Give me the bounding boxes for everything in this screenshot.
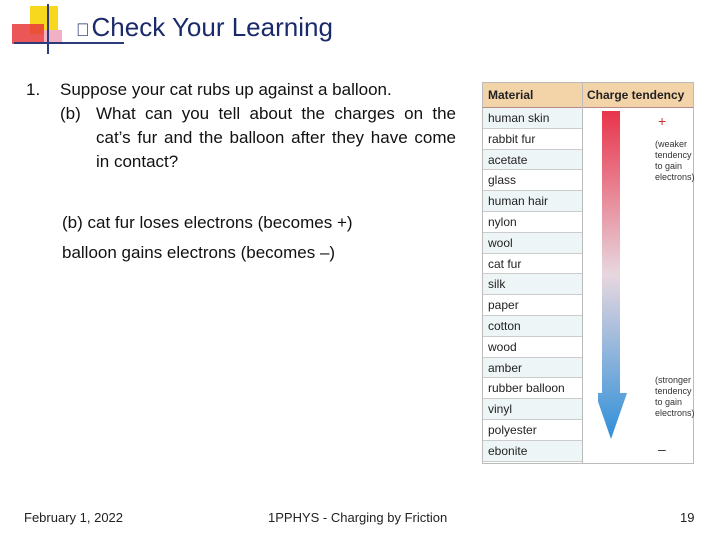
slide-title bbox=[76, 12, 333, 43]
column-divider bbox=[582, 83, 583, 463]
gradient-arrow-icon bbox=[598, 111, 628, 441]
answer-line-2: balloon gains electrons (becomes –) bbox=[62, 243, 336, 262]
table-header bbox=[483, 83, 693, 108]
table-row: polyester bbox=[483, 420, 582, 441]
table-row: silk bbox=[483, 274, 582, 295]
positive-sign: + bbox=[658, 113, 667, 129]
triboelectric-table bbox=[482, 82, 694, 464]
table-row: human skin bbox=[483, 108, 582, 129]
title-glyph:   bbox=[76, 20, 90, 40]
header-material: Material bbox=[488, 88, 534, 102]
note-stronger: (stronger tendency to gain electrons) bbox=[655, 375, 695, 418]
material-list bbox=[483, 108, 582, 462]
table-row: rabbit fur bbox=[483, 129, 582, 150]
subquestion-label: (b) bbox=[60, 104, 81, 123]
title-text: Check Your Learning bbox=[91, 12, 333, 42]
table-row: amber bbox=[483, 358, 582, 379]
table-row: wood bbox=[483, 337, 582, 358]
answer-block bbox=[62, 208, 353, 268]
header-charge-tendency: Charge tendency bbox=[587, 88, 685, 102]
footer-course: 1PPHYS - Charging by Friction bbox=[268, 510, 448, 525]
table-row: cat fur bbox=[483, 254, 582, 275]
charge-arrow bbox=[598, 111, 628, 446]
table-row: human hair bbox=[483, 191, 582, 212]
page-number: 19 bbox=[680, 510, 695, 525]
question-number: 1. bbox=[26, 80, 41, 99]
negative-sign: – bbox=[658, 441, 666, 457]
answer-line-1: (b) cat fur loses electrons (becomes +) bbox=[62, 213, 353, 232]
table-row: vinyl bbox=[483, 399, 582, 420]
table-row: ebonite bbox=[483, 441, 582, 462]
decor-vertical-line bbox=[47, 4, 49, 54]
note-weaker: (weaker tendency to gain electrons) bbox=[655, 139, 695, 182]
question-text: Suppose your cat rubs up against a balloon. bbox=[60, 80, 392, 99]
table-row: nylon bbox=[483, 212, 582, 233]
decor-red-square bbox=[12, 24, 44, 44]
table-row: acetate bbox=[483, 150, 582, 171]
table-row: cotton bbox=[483, 316, 582, 337]
table-row: wool bbox=[483, 233, 582, 254]
subquestion-text: What can you tell about the charges on the cat’s fur and the balloon after they have come in contact? bbox=[96, 104, 456, 171]
table-row: paper bbox=[483, 295, 582, 316]
table-row: glass bbox=[483, 170, 582, 191]
footer-date: February 1, 2022 bbox=[24, 510, 124, 525]
table-row: rubber balloon bbox=[483, 378, 582, 399]
question-block bbox=[26, 78, 456, 174]
